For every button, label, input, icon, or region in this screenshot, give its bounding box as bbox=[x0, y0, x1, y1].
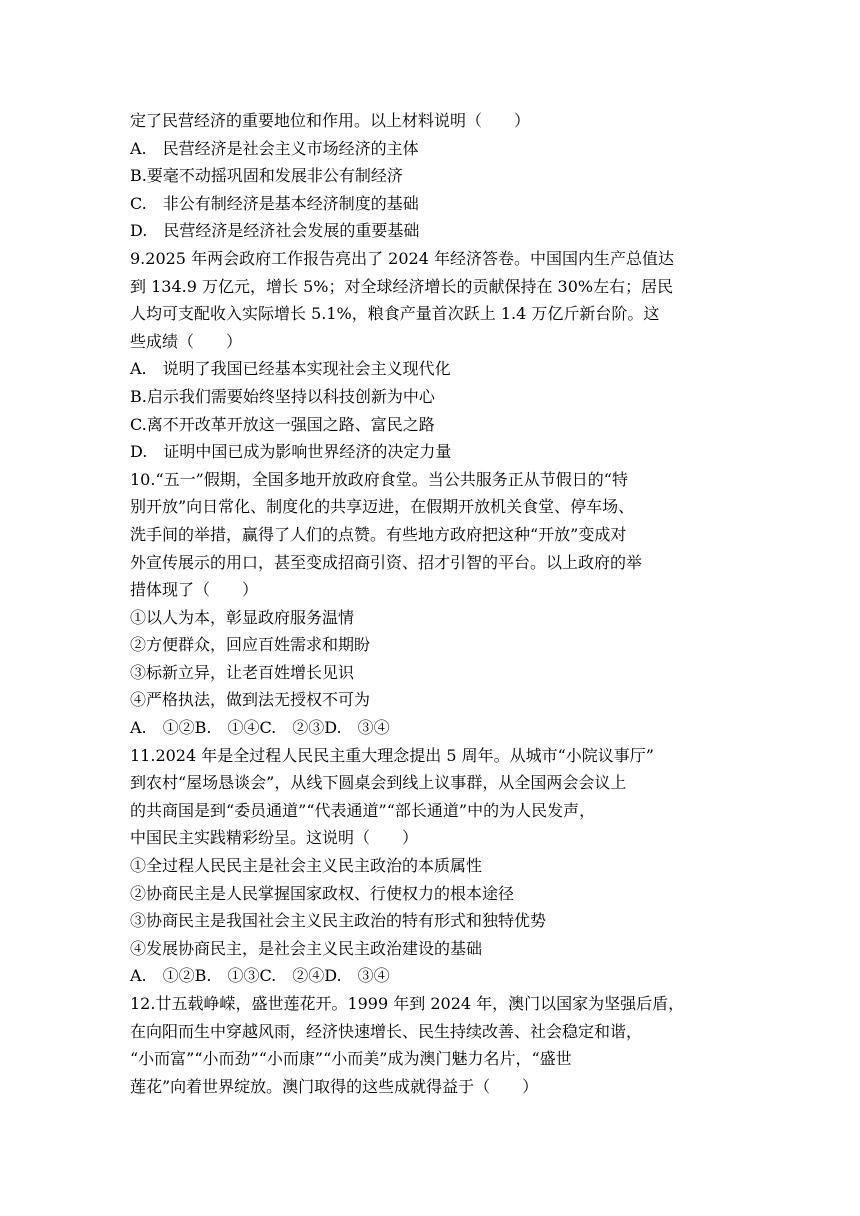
option-line: A. 民营经济是社会主义市场经济的主体 bbox=[130, 138, 419, 158]
document-body bbox=[130, 107, 730, 1100]
statement-line: ④发展协商民主，是社会主义民主政治建设的基础 bbox=[130, 938, 483, 958]
statement-line: ③标新立异，让老百姓增长见识 bbox=[130, 662, 355, 682]
option-line: D. 民营经济是经济社会发展的重要基础 bbox=[130, 221, 420, 241]
option-line: B.启示我们需要始终坚持以科技创新为中心 bbox=[130, 386, 435, 406]
option-line: A. ①②B. ①③C. ②④D. ③④ bbox=[130, 966, 390, 986]
question-10-line: 别开放”向日常化、制度化的共享迈进，在假期开放机关食堂、停车场、 bbox=[130, 497, 635, 517]
statement-line: ②协商民主是人民掌握国家政权、行使权力的根本途径 bbox=[130, 883, 515, 903]
question-10-line: 10.“五一”假期，全国多地开放政府食堂。当公共服务正从节假日的“特 bbox=[130, 469, 628, 489]
question-11-line: 到农村“屋场恳谈会”，从线下圆桌会到线上议事群，从全国两会会议上 bbox=[130, 773, 627, 793]
statement-line: ①全过程人民民主是社会主义民主政治的本质属性 bbox=[130, 856, 483, 876]
question-10-line: 外宣传展示的用口，甚至变成招商引资、招才引智的平台。以上政府的举 bbox=[130, 552, 643, 572]
question-11-line: 11.2024 年是全过程人民民主重大理念提出 5 周年。从城市“小院议事厅” bbox=[130, 745, 654, 765]
statement-line: ①以人为本，彰显政府服务温情 bbox=[130, 607, 355, 627]
question-10-line: 措体现了（ ） bbox=[130, 580, 259, 600]
question-9-line: 9.2025 年两会政府工作报告亮出了 2024 年经济答卷。中国国内生产总值达 bbox=[130, 248, 674, 268]
option-line: C. 非公有制经济是基本经济制度的基础 bbox=[130, 193, 419, 213]
option-line: A. 说明了我国已经基本实现社会主义现代化 bbox=[130, 359, 451, 379]
statement-line: ④严格执法，做到法无授权不可为 bbox=[130, 690, 371, 710]
question-9-line: 些成绩（ ） bbox=[130, 331, 243, 351]
question-12-line: 莲花”向着世界绽放。澳门取得的这些成就得益于（ ） bbox=[130, 1076, 539, 1096]
question-9-line: 到 134.9 万亿元，增长 5%；对全球经济增长的贡献保持在 30%左右；居民 bbox=[130, 276, 674, 296]
question-12-line: 12.廿五载峥嵘，盛世莲花开。1999 年到 2024 年，澳门以国家为坚强后盾， bbox=[130, 994, 685, 1013]
statement-line: ②方便群众，回应百姓需求和期盼 bbox=[130, 635, 371, 655]
option-line: B.要毫不动摇巩固和发展非公有制经济 bbox=[130, 166, 403, 186]
question-11-line: 中国民主实践精彩纷呈。这说明（ ） bbox=[130, 828, 419, 848]
question-12-line: “小而富”“小而劲”“小而康”“小而美”成为澳门魅力名片，“盛世 bbox=[130, 1049, 572, 1069]
option-line: C.离不开改革开放这一强国之路、富民之路 bbox=[130, 414, 435, 434]
text-line: 定了民营经济的重要地位和作用。以上材料说明（ ） bbox=[130, 111, 531, 130]
question-10-line: 洗手间的举措，赢得了人们的点赞。有些地方政府把这种“开放”变成对 bbox=[130, 524, 627, 544]
question-11-line: 的共商国是到“委员通道”“代表通道”“部长通道”中的为人民发声， bbox=[130, 800, 596, 820]
question-9-line: 人均可支配收入实际增长 5.1%，粮食产量首次跃上 1.4 万亿斤新台阶。这 bbox=[130, 304, 660, 324]
statement-line: ③协商民主是我国社会主义民主政治的特有形式和独特优势 bbox=[130, 911, 547, 931]
option-line: D. 证明中国已成为影响世界经济的决定力量 bbox=[130, 442, 452, 462]
question-12-line: 在向阳而生中穿越风雨，经济快速增长、民生持续改善、社会稳定和谐， bbox=[130, 1021, 643, 1041]
option-line: A. ①②B. ①④C. ②③D. ③④ bbox=[130, 718, 390, 738]
